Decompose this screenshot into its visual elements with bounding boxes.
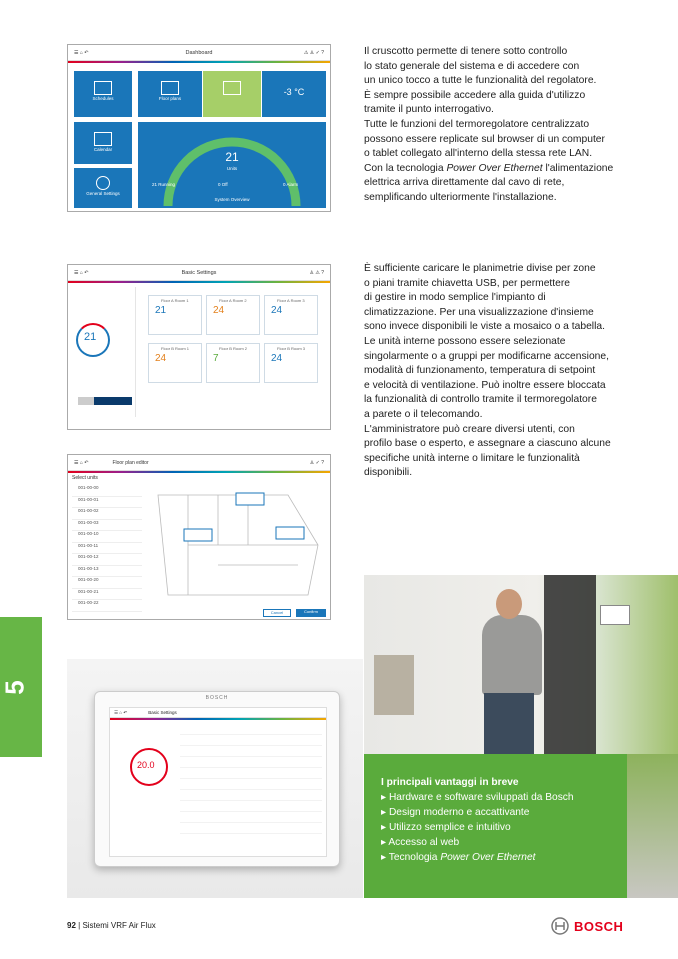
basic-settings-title: Basic Settings [181,269,217,276]
unit-card: Floor A Room 2 24 [206,295,260,335]
user-help-icons: ♙ ✓ ? [309,459,324,466]
unit-card: Floor B Room 3 24 [264,343,318,383]
man-figure [482,615,542,695]
calendar-icon [94,132,112,146]
list-item: 001-00-00 [72,485,142,497]
outdoor-temp: -3 °C [283,87,305,97]
menu-icon: ☰ ⌂ ↶ [74,49,89,56]
man-photo [364,575,678,755]
page-footer: 92 | Sistemi VRF Air Flux [67,921,156,930]
floor-plan-screenshot [67,454,331,620]
dashboard-screenshot [67,44,331,212]
user-help-icons: ♙ ⚠ ? [309,269,324,276]
list-item: 001-00-12 [72,554,142,566]
tablet-device [94,691,340,867]
menu-icon: ☰ ⌂ ↶ [74,459,89,466]
bosch-wordmark: BOSCH [574,918,624,934]
chapter-number: 5 [0,680,30,695]
footer-title: Sistemi VRF Air Flux [82,921,156,930]
setpoint-value: 21 [84,331,97,343]
general-settings-tile: General Settings [74,168,132,208]
list-item: 001-00-13 [72,566,142,578]
advantages-title: I principali vantaggi in breve [381,777,519,788]
bosch-logo [551,917,623,935]
wall-controller [600,605,630,625]
paragraph-dashboard: Il cruscotto permette di tenere sotto controllo lo stato generale del sistema e di accedere con un unico tocco a tutte le funzionalità del regolatore. È sempre possibile accedere alla guida d'utilizzo tramite il punto interrogativo. Tutte le funzioni del termoregolatore centralizzato possono essere replicate sul browser di un computer o tablet collegato all'interno della stessa rete LAN. Con la tecnologia Power Over Ethernet l'alimentazione elettrica arriva direttamente dal cavo di rete, semplificando ulteriormente l'installazione. [364,46,614,203]
advantages-box [364,754,627,898]
unit-list [72,485,142,612]
man-legs [484,693,534,755]
list-item: 001-00-11 [72,543,142,555]
floor-plan-drawing [148,485,328,603]
advantage-item: ▸ Utilizzo semplice e intuitivo [381,821,511,833]
unit-card: Floor B Room 2 7 [206,343,260,383]
gauge-caption: System Overview [214,197,250,202]
list-item: 001-00-20 [72,577,142,589]
schedules-tile: Schedules [74,71,132,117]
list-item: 001-00-22 [72,600,142,612]
legend-alarm: 0 Alarm [283,182,299,187]
legend-off: 0 Off [218,182,228,187]
user-help-icons: ⚠ ♙ ✓ ? [303,49,324,56]
floor-plan-title: Floor plan editor [112,459,149,466]
advantage-item: ▸ Tecnologia Power Over Ethernet [381,851,536,863]
list-item: 001-00-21 [72,589,142,601]
overview-gauge [138,122,326,208]
list-item: 001-00-10 [72,531,142,543]
page-number: 92 [67,921,76,930]
select-units-label: Select units [72,475,98,481]
basic-settings-screenshot [67,264,331,430]
dashboard-topbar [68,45,330,61]
tablet-photo [67,659,363,898]
office-desk [374,655,414,715]
bosch-armature-icon [551,917,569,935]
man-head [496,589,522,619]
fan-speed-bars [78,397,132,405]
tablet-screen [109,707,327,857]
basic-settings-sidebar [72,287,136,417]
paragraph-floorplans: È sufficiente caricare le planimetrie divise per zone o piani tramite chiavetta USB, per permettere di gestire in modo semplice l'impianto di climatizzazione. Per una visualizzazione d'insieme sono invece disponibili le viste a mosaico o a tabella. Le unità interne possono essere selezionate singolarmente o a gruppi per modificarne accensione, modalità di funzionamento, temperatura di setpoint e velocità di ventilazione. Può inoltre essere bloccata la funzionalità di controllo tramite il termoregolatore a parete o il telecomando. L'amministratore può creare diversi utenti, con profilo base o esperto, e assegnare a ciascuno alcune specifiche unità interne o limitare le funzionalità disponibili. [364,263,611,479]
tablet-topbar: ☰ ⌂ ↶ Basic Settings [110,708,326,718]
advantage-item: ▸ Accesso al web [381,836,460,848]
list-item: 001-00-03 [72,520,142,532]
schedule-icon [94,81,112,95]
tablet-brand: BOSCH [205,695,229,701]
confirm-button[interactable]: Confirm [296,609,326,617]
unit-card: Floor B Room 1 24 [148,343,202,383]
tablet-setpoint: 20.0 [137,760,155,770]
floor-plans-tile: Floor plans [138,71,202,117]
advantage-item: ▸ Design moderno e accattivante [381,806,530,818]
legend-running: 21 Running [152,182,176,187]
floor-plan-topbar [68,455,330,471]
outdoor-temp-tile [262,71,326,117]
gauge-value: 21 [225,150,239,164]
cancel-button[interactable]: Cancel [263,609,291,617]
basic-settings-topbar [68,265,330,281]
calendar-tile: Calendar [74,122,132,164]
list-item: 001-00-01 [72,497,142,509]
unit-card: Floor A Room 1 21 [148,295,202,335]
list-item: 001-00-02 [72,508,142,520]
gear-icon [96,176,110,190]
dashboard-title: Dashboard [185,49,213,56]
unit-card: Floor A Room 3 24 [264,295,318,335]
advantage-item: ▸ Hardware e software sviluppati da Bosch [381,792,574,803]
tablet-table [180,724,322,844]
weather-tile [203,71,261,117]
building-icon [223,81,241,95]
window-frame [544,575,596,755]
system-overview-tile [138,122,326,208]
menu-icon: ☰ ⌂ ↶ [74,269,89,276]
chapter-tab [0,617,42,757]
street-photo [627,754,678,898]
gauge-unit: Units [226,166,238,171]
floor-plan-icon [161,81,179,95]
